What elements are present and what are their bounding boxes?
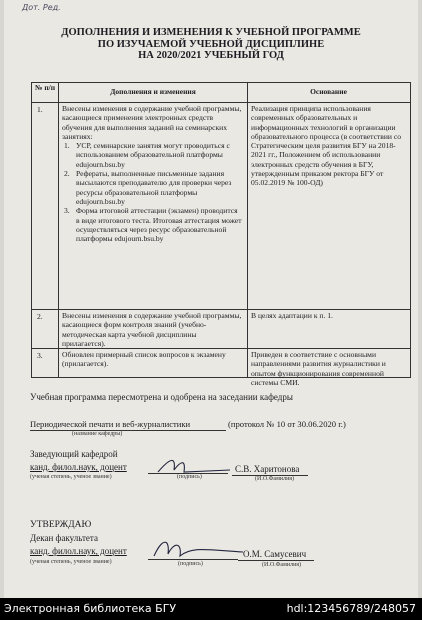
- approval-statement: Учебная программа пересмотрена и одобрена на заседании кафедры: [30, 392, 293, 402]
- row-number: 3.: [37, 351, 43, 360]
- head-degree: канд. филол.наук, доцент: [30, 462, 127, 472]
- head-role: Заведующий кафедрой: [30, 449, 118, 459]
- list-item: [62, 141, 242, 169]
- table-cell-basis: Реализация принципа использования современных образовательных и информационных технологий в организации образовательного процесса (в соответствии со Стратегическим целя развития БГУ на 2018-2021 гг., Положением об использовании электронных средств обучения в БГУ, утвержденным приказом ректора БГУ от 05.02.2019 № 100-ОД): [251, 104, 402, 188]
- table-cell-changes: [62, 104, 242, 243]
- list-marker: 3.: [64, 206, 70, 216]
- head-signature-caption: (подпись): [177, 474, 202, 480]
- title-line: ПО ИЗУЧАЕМОЙ УЧЕБНОЙ ДИСЦИПЛИНЕ: [97, 38, 325, 50]
- department-underline: [30, 430, 226, 431]
- table-cell-changes: Обновлен примерный список вопросов к экзамену (прилагается).: [62, 350, 226, 369]
- protocol-reference: (протокол № 10 от 30.06.2020 г.): [228, 419, 346, 429]
- dean-role: Декан факультета: [30, 533, 98, 543]
- head-name-caption: (И.О.Фамилия): [255, 476, 295, 482]
- list-marker: 2.: [64, 169, 70, 179]
- table-cell-basis: В целях адаптации к п. 1.: [251, 311, 333, 320]
- row-number: 1.: [37, 105, 43, 114]
- table-row-divider: [32, 309, 410, 310]
- table-cell-changes: Внесены изменения в содержание учебной программы, касающиеся форм контроля знаний (учебно-методическая карта учебной дисциплины прилагается).: [62, 311, 242, 348]
- changes-table: [31, 82, 411, 387]
- dean-signature-caption: (подпись): [178, 561, 203, 567]
- changes-intro: Внесены изменения в содержание учебной программы, касающиеся применения электронных средств обучения для выполнения заданий на семинарских занятиях:: [62, 104, 242, 141]
- dean-name: О.М. Самусевич: [243, 549, 307, 559]
- library-footer-bar: [0, 598, 422, 620]
- list-marker: 1.: [64, 141, 70, 151]
- list-item: [62, 169, 242, 206]
- handle-id: hdl:123456789/248057: [286, 602, 416, 615]
- head-name: С.В. Харитонова: [235, 464, 300, 474]
- handwritten-note: Дот. Ред.: [22, 3, 61, 12]
- dean-degree-caption: (ученая степень, ученое звание): [30, 559, 112, 565]
- title-line: НА 2020/2021 УЧЕБНЫЙ ГОД: [138, 50, 284, 61]
- row-number: 2.: [37, 312, 43, 321]
- department-name: Периодической печати и веб-журналистики: [30, 419, 191, 429]
- list-item-text: Рефераты, выполненные письменные задания высылаются преподавателю для проверки через ресурсы образовательной платформы edujourn.bsu.by: [76, 169, 232, 206]
- list-item: [62, 206, 242, 243]
- table-column-divider: [58, 83, 59, 377]
- head-degree-caption: (ученая степень, ученое звание): [30, 474, 112, 480]
- page-title: [0, 27, 422, 62]
- dean-name-line: [238, 560, 314, 561]
- dean-signature-line: [148, 559, 238, 560]
- table-cell-basis: Приведен в соответствие с основными направлениями развития журналистики и опытом функционирования современной системы СМИ.: [251, 350, 386, 387]
- header-basis: Основание: [310, 87, 347, 96]
- dean-degree: канд. филол.наук, доцент: [30, 546, 127, 556]
- library-name: Электронная библиотека БГУ: [4, 602, 177, 615]
- list-item-text: Форма итоговой аттестации (экзамен) проводится в виде итогового теста. Итоговая аттестация может осуществляться через ресурс образовательной платформы edujourn.bsu.by: [76, 206, 242, 244]
- table-row-divider: [32, 102, 410, 103]
- title-line: ДОПОЛНЕНИЯ И ИЗМЕНЕНИЯ К УЧЕБНОЙ ПРОГРАММЕ: [61, 27, 361, 38]
- approve-heading: УТВЕРЖДАЮ: [30, 520, 92, 530]
- list-item-text: УСР, семинарские занятия могут проводиться с использованием образовательной платформы edujourn.bsu.by: [76, 141, 230, 169]
- department-caption: (название кафедры): [72, 431, 123, 437]
- dean-name-caption: (И.О.Фамилия): [262, 562, 302, 568]
- header-number: № п/п: [34, 83, 56, 92]
- table-column-divider: [247, 83, 248, 377]
- header-changes: Дополнения и изменения: [110, 87, 196, 96]
